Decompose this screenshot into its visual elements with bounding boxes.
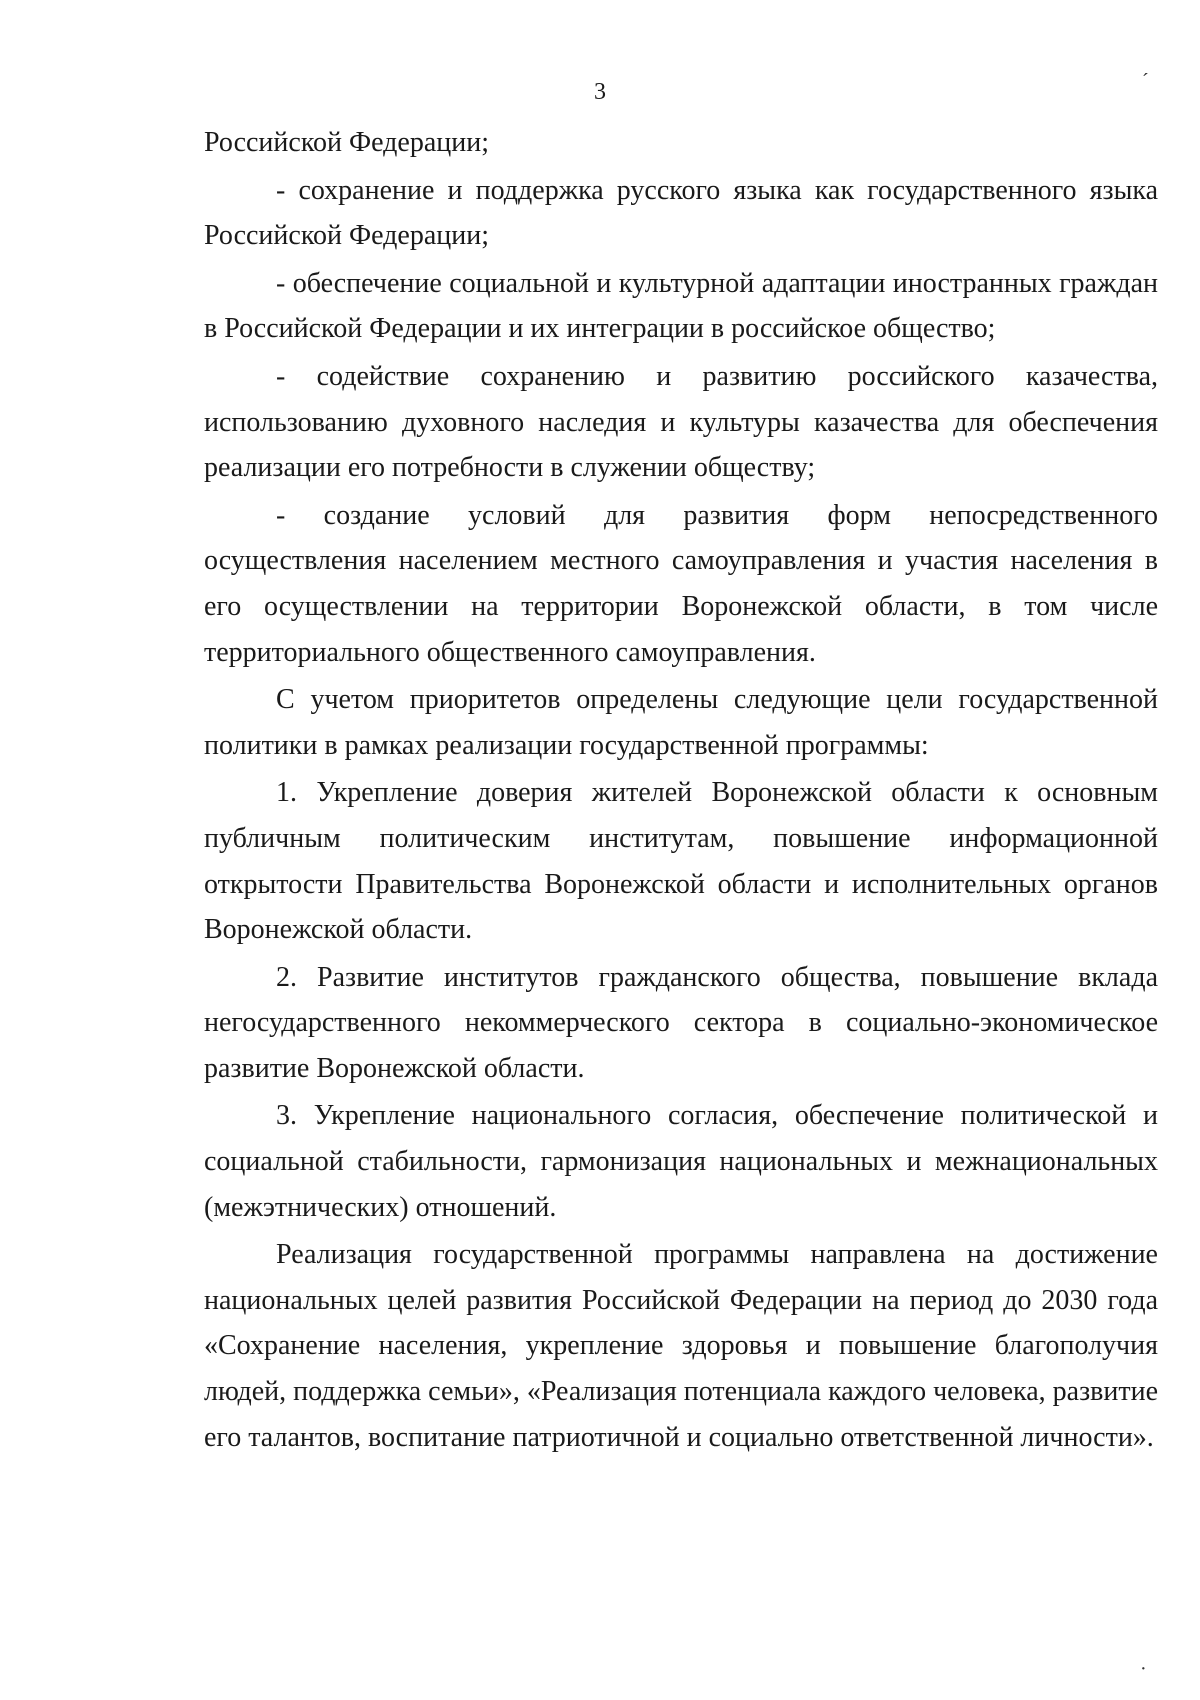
paragraph: 1. Укрепление доверия жителей Воронежской области к основным публичным политическим институтам, повышение информационной открытости Правительства Воронежской области и исполнительных органов Воронежской области.: [204, 777, 1158, 946]
paragraph: - сохранение и поддержка русского языка как государственного языка Российской Федерации;: [204, 174, 1158, 252]
paragraph: 2. Развитие институтов гражданского общества, повышение вклада негосударственного некоммерческого сектора в социально-экономическое развитие Воронежской области.: [204, 961, 1158, 1084]
paragraph: Реализация государственной программы направлена на достижение национальных целей развития Российской Федерации на период до 2030 года «Сохранение населения, укрепление здоровья и повышение благополучия людей, поддержка семьи», «Реализация потенциала каждого человека, развитие его талантов, воспитание патриотичной и социально ответственной личности».: [204, 1239, 1158, 1453]
document-body: [204, 120, 1158, 1462]
paragraph: - создание условий для развития форм непосредственного осуществления населением местного самоуправления и участия населения в его осуществлении на территории Воронежской области, в том числе территориального общественного самоуправления.: [204, 499, 1158, 668]
page-number: 3: [594, 79, 606, 105]
scan-speck: ˊ: [1142, 70, 1149, 92]
paragraph: Российской Федерации;: [204, 127, 490, 158]
paragraph: - обеспечение социальной и культурной адаптации иностранных граждан в Российской Федерации и их интеграции в российское общество;: [204, 267, 1158, 345]
paragraph: С учетом приоритетов определены следующие цели государственной политики в рамках реализации государственной программы:: [204, 684, 1158, 761]
scan-speck: ·: [1140, 1658, 1147, 1680]
paragraph: 3. Укрепление национального согласия, обеспечение политической и социальной стабильности, гармонизация национальных и межнациональных (межэтнических) отношений.: [204, 1100, 1158, 1223]
paragraph: - содействие сохранению и развитию российского казачества, использованию духовного наследия и культуры казачества для обеспечения реализации его потребности в служении обществу;: [204, 360, 1158, 484]
